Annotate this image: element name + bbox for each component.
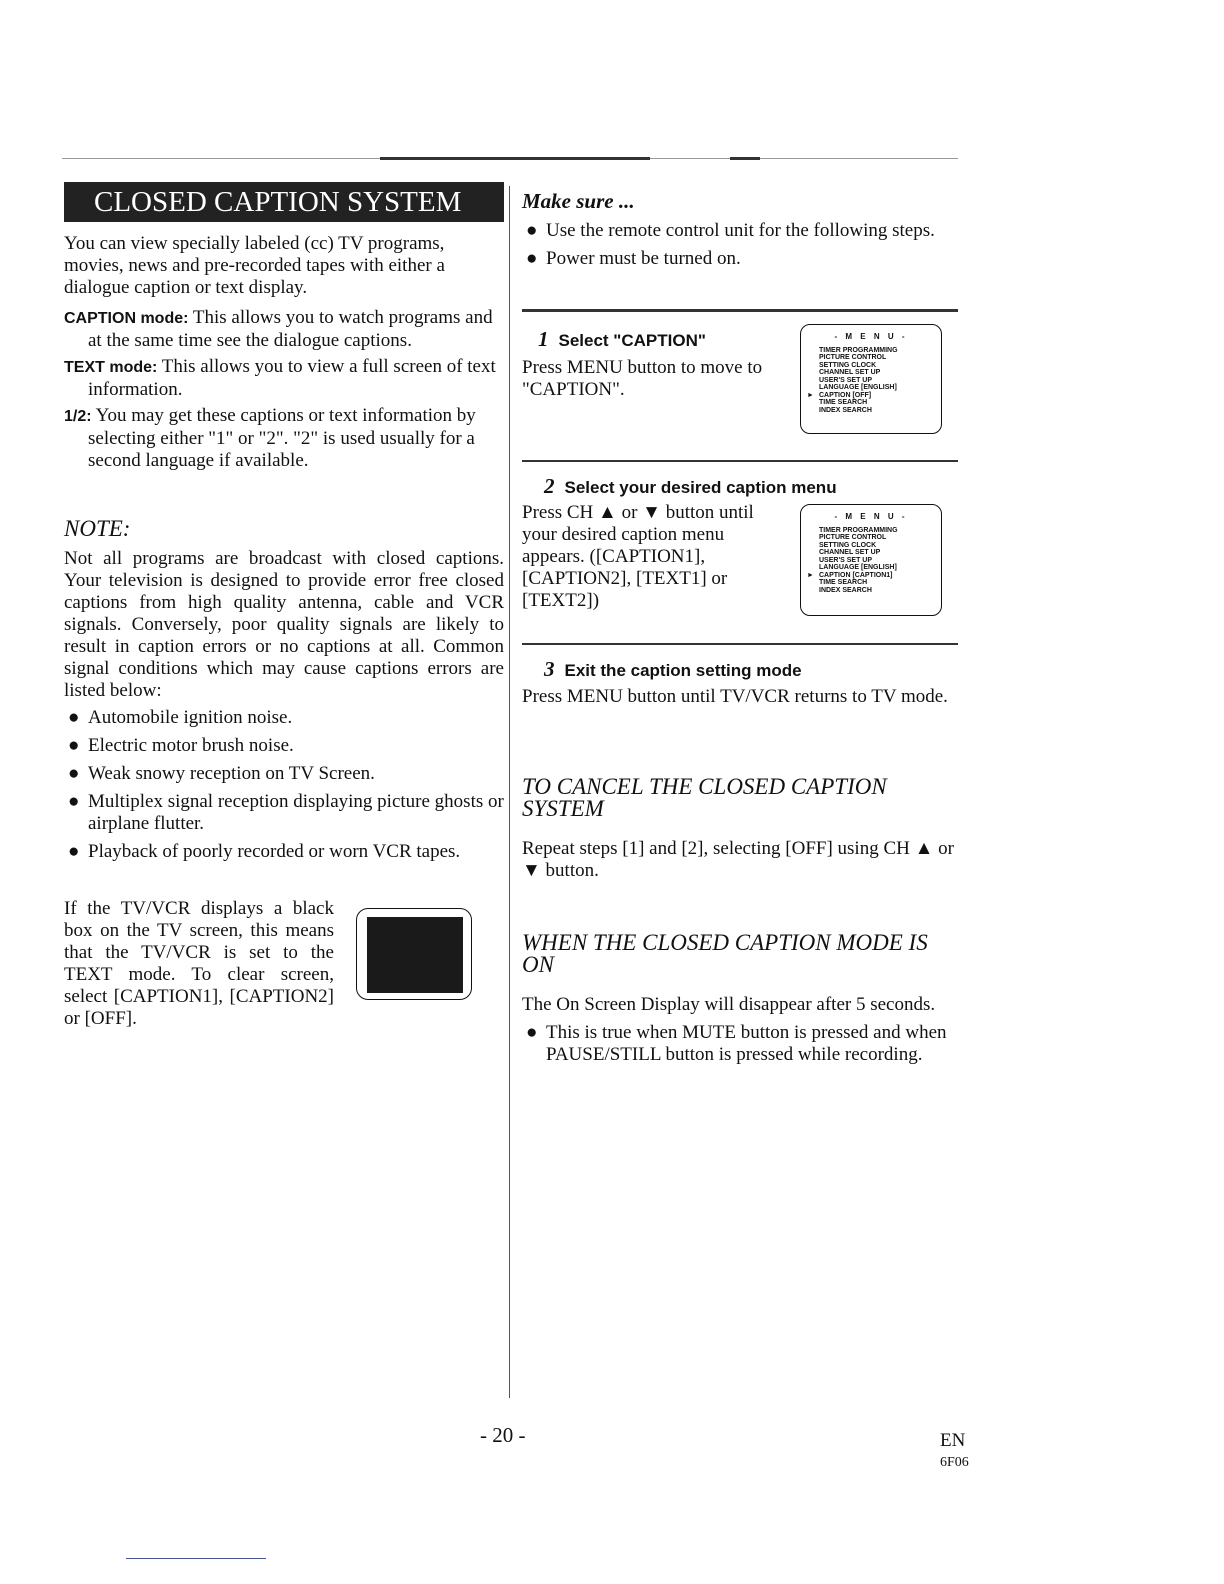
- half-mode-text: You may get these captions or text information by selecting either "1" or "2". "2" is used usually for a second language if available.: [88, 405, 476, 471]
- note-title: NOTE:: [64, 516, 131, 541]
- tv-screen-illustration: [356, 908, 472, 1000]
- note-paragraph: Not all programs are broadcast with closed captions. Your television is designed to provide error free closed captions from high quality antenna, cable and VCR signals. Conversely, poor quality signals are likely to result in caption errors or no captions at all. Common signal conditions which may cause captions errors are listed below:: [64, 548, 504, 701]
- intro-paragraph: You can view specially labeled (cc) TV programs, movies, news and pre-recorded tapes with either a dialogue caption or text display.: [64, 233, 445, 298]
- list-item: ● Use the remote control unit for the following steps.: [526, 220, 935, 241]
- cancel-text: Repeat steps [1] and [2], selecting [OFF] using CH ▲ or ▼ button.: [522, 838, 954, 881]
- cancel-title: TO CANCEL THE CLOSED CAPTION SYSTEM: [522, 774, 887, 821]
- black-box-screen: [367, 917, 463, 993]
- menu-screen-step-2: - M E N U - TIMER PROGRAMMING PICTURE CONTROL SETTING CLOCK CHANNEL SET UP USER'S SET UP LANGUAGE [ENGLISH] ► CAPTION [CAPTION1] TIME SEARCH INDEX SEARCH: [800, 504, 942, 616]
- divider: [522, 460, 958, 462]
- list-item: ● Power must be turned on.: [526, 248, 741, 269]
- step-1-text: Press MENU button to move to "CAPTION".: [522, 357, 763, 400]
- signal-bullet-list: [64, 707, 504, 863]
- menu-screen-step-1: - M E N U - TIMER PROGRAMMING PICTURE CONTROL SETTING CLOCK CHANNEL SET UP USER'S SET UP LANGUAGE [ENGLISH] ► CAPTION [OFF] TIME SEARCH INDEX SEARCH: [800, 324, 942, 434]
- caption-mode: [64, 307, 504, 352]
- language-code: EN: [940, 1430, 966, 1451]
- caption-mode-label: CAPTION mode:: [64, 310, 189, 327]
- caption-on-text: The On Screen Display will disappear after 5 seconds.: [522, 994, 936, 1015]
- text-mode-text: This allows you to view a full screen of text information.: [88, 356, 496, 400]
- model-code: 6F06: [940, 1455, 969, 1470]
- page-number: - 20 -: [480, 1423, 526, 1447]
- section-header: CLOSED CAPTION SYSTEM: [64, 182, 504, 222]
- make-sure-title: Make sure ...: [522, 189, 635, 213]
- list-item: ● Weak snowy reception on TV Screen.: [68, 763, 375, 784]
- step-3-title: 3 Exit the caption setting mode: [544, 657, 802, 681]
- top-rule-accent: [380, 157, 650, 160]
- half-mode-label: 1/2:: [64, 408, 92, 425]
- top-rule-accent-2: [730, 157, 760, 160]
- list-item: ● Multiplex signal reception displaying picture ghosts or airplane flutter.: [68, 791, 504, 834]
- step-2-title: 2 Select your desired caption menu: [544, 474, 837, 498]
- cursor-arrow-icon: ►: [807, 571, 814, 579]
- caption-on-title: WHEN THE CLOSED CAPTION MODE IS ON: [522, 930, 928, 977]
- half-mode: [64, 405, 504, 472]
- step-2-text: Press CH ▲ or ▼ button until your desired caption menu appears. ([CAPTION1], [CAPTION2], [TEXT1] or [TEXT2]): [522, 502, 754, 611]
- list-item: ● Electric motor brush noise.: [68, 735, 294, 756]
- black-box-paragraph: If the TV/VCR displays a black box on the TV screen, this means that the TV/VCR is set to the TEXT mode. To clear screen, select [CAPTION1], [CAPTION2] or [OFF].: [64, 898, 334, 1029]
- step-1-title: 1 Select "CAPTION": [538, 327, 706, 351]
- step-3-text: Press MENU button until TV/VCR returns to TV mode.: [522, 686, 948, 707]
- text-mode: [64, 356, 504, 401]
- caption-mode-text: This allows you to watch programs and at the same time see the dialogue captions.: [88, 307, 493, 351]
- mode-list: [64, 307, 504, 472]
- cursor-arrow-icon: ►: [807, 391, 814, 399]
- list-item: ● Playback of poorly recorded or worn VCR tapes.: [68, 841, 461, 862]
- make-sure-list: [522, 220, 962, 270]
- bottom-link-rule: [126, 1558, 266, 1559]
- divider: [522, 309, 958, 312]
- text-mode-label: TEXT mode:: [64, 359, 158, 376]
- column-divider: [509, 186, 510, 1398]
- caption-on-bullet: ● This is true when MUTE button is pressed and when PAUSE/STILL button is pressed while recording.: [526, 1022, 947, 1065]
- divider: [522, 643, 958, 645]
- list-item: ● Automobile ignition noise.: [68, 707, 293, 728]
